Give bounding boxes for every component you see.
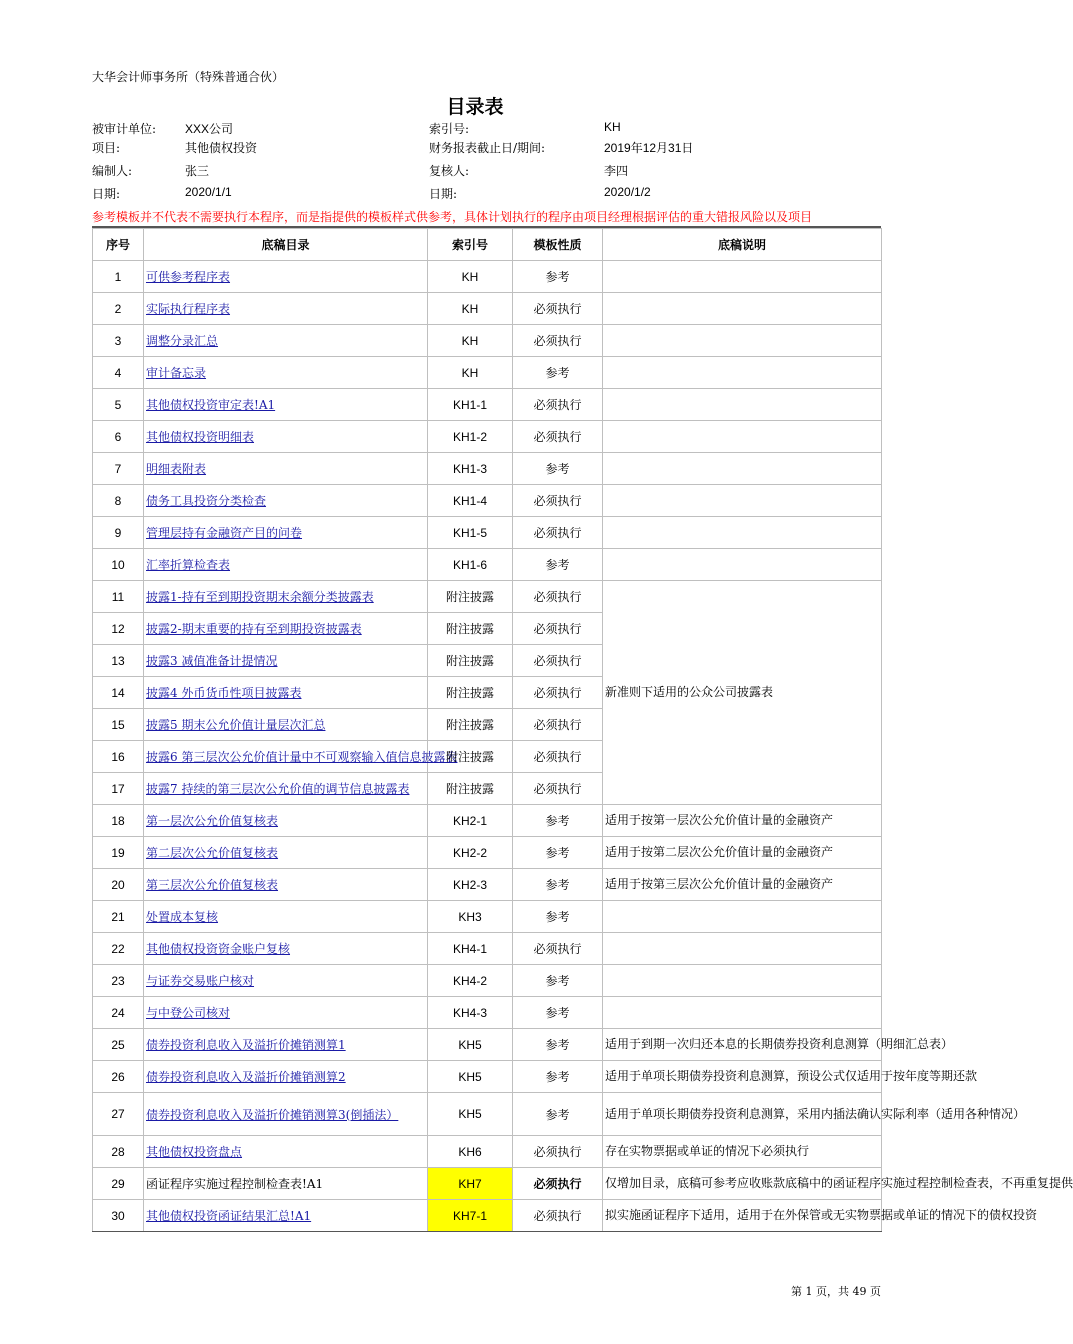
row-nature: 参考 [513, 1093, 603, 1136]
table-row [93, 1061, 882, 1093]
row-index: KH6 [428, 1136, 513, 1168]
row-index: KH4-1 [428, 933, 513, 965]
row-no: 3 [93, 325, 144, 357]
row-nature: 必须执行 [513, 517, 603, 549]
row-link[interactable]: 明细表附表 [146, 462, 207, 476]
row-nature: 参考 [513, 805, 603, 837]
row-index: KH [428, 325, 513, 357]
row-desc [603, 389, 882, 421]
preparer-value: 张三 [185, 164, 210, 178]
row-desc [603, 517, 882, 549]
row-no: 21 [93, 901, 144, 933]
row-desc: 仅增加目录，底稿可参考应收账款底稿中的函证程序实施过程控制检查表，不再重复提供 [603, 1168, 882, 1200]
row-nature: 必须执行 [513, 709, 603, 741]
row-link[interactable]: 其他债权投资函证结果汇总!A1 [146, 1209, 312, 1223]
row-no: 23 [93, 965, 144, 997]
row-desc [603, 549, 882, 581]
row-nature: 必须执行 [513, 1136, 603, 1168]
page-footer: 第 1 页，共 49 页 [791, 1285, 881, 1298]
row-index: 附注披露 [428, 709, 513, 741]
row-no: 15 [93, 709, 144, 741]
row-no: 16 [93, 741, 144, 773]
row-desc [603, 261, 882, 293]
table-row [93, 581, 882, 613]
row-index: KH1-1 [428, 389, 513, 421]
date-value: 2020/1/1 [185, 185, 232, 199]
period-value: 2019年12月31日 [604, 141, 694, 155]
row-index: 附注披露 [428, 613, 513, 645]
header-name: 底稿目录 [144, 229, 428, 261]
row-index: KH1-4 [428, 485, 513, 517]
preparer-label: 编制人: [92, 164, 133, 178]
row-nature: 参考 [513, 357, 603, 389]
table-row [93, 997, 882, 1029]
row-nature: 参考 [513, 261, 603, 293]
row-nature: 必须执行 [513, 645, 603, 677]
row-no: 24 [93, 997, 144, 1029]
table-row [93, 453, 882, 485]
row-no: 26 [93, 1061, 144, 1093]
row-index: 附注披露 [428, 581, 513, 613]
row-index: 附注披露 [428, 645, 513, 677]
row-index: KH1-5 [428, 517, 513, 549]
table-row [93, 837, 882, 869]
row-link[interactable]: 第一层次公允价值复核表 [146, 814, 279, 828]
row-no: 8 [93, 485, 144, 517]
row-desc: 适用于按第三层次公允价值计量的金融资产 [603, 869, 882, 901]
firm-name: 大华会计师事务所（特殊普通合伙） [92, 70, 285, 84]
row-no: 28 [93, 1136, 144, 1168]
directory-table [92, 228, 1073, 1232]
row-nature: 参考 [513, 901, 603, 933]
row-nature: 必须执行 [513, 613, 603, 645]
row-index: KH4-2 [428, 965, 513, 997]
row-nature: 参考 [513, 1029, 603, 1061]
row-no: 22 [93, 933, 144, 965]
row-link[interactable]: 第三层次公允价值复核表 [146, 878, 279, 892]
row-link[interactable]: 披露6 第三层次公允价值计量中不可观察输入值信息披露表 [146, 750, 458, 764]
row-index: KH2-1 [428, 805, 513, 837]
row-no: 2 [93, 293, 144, 325]
row-nature: 参考 [513, 549, 603, 581]
date2-value: 2020/1/2 [604, 185, 651, 199]
table-row [93, 261, 882, 293]
table-row [93, 1168, 882, 1200]
row-index: KH4-3 [428, 997, 513, 1029]
row-nature: 必须执行 [513, 677, 603, 709]
index-value: KH [604, 120, 621, 134]
row-index: KH5 [428, 1093, 513, 1136]
date2-label: 日期: [429, 187, 458, 201]
row-no: 1 [93, 261, 144, 293]
table-row [93, 389, 882, 421]
row-text: 函证程序实施过程控制检查表!A1 [146, 1177, 324, 1191]
row-link[interactable]: 其他债权投资盘点 [146, 1145, 243, 1159]
row-no: 30 [93, 1200, 144, 1232]
row-index: KH1-6 [428, 549, 513, 581]
row-nature: 必须执行 [513, 773, 603, 805]
row-nature: 必须执行 [513, 1168, 603, 1200]
audited-label: 被审计单位: [92, 122, 157, 136]
row-index: KH3 [428, 901, 513, 933]
row-link[interactable]: 与中登公司核对 [146, 1006, 231, 1020]
row-no: 10 [93, 549, 144, 581]
row-link[interactable]: 与证券交易账户核对 [146, 974, 255, 988]
row-desc: 拟实施函证程序下适用，适用于在外保管或无实物票据或单证的情况下的债权投资 [603, 1200, 882, 1232]
table-row [93, 1136, 882, 1168]
row-index: KH7 [428, 1168, 513, 1200]
table-row [93, 293, 882, 325]
table-row [93, 869, 882, 901]
table-row [93, 1093, 882, 1136]
header-no: 序号 [93, 229, 144, 261]
row-link[interactable]: 汇率折算检查表 [146, 558, 231, 572]
row-link[interactable]: 债券投资利息收入及溢折价摊销测算1 [146, 1038, 346, 1052]
header-desc: 底稿说明 [603, 229, 882, 261]
table-row [93, 805, 882, 837]
row-no: 5 [93, 389, 144, 421]
row-desc [603, 485, 882, 517]
row-link[interactable]: 债券投资利息收入及溢折价摊销测算3(倒插法） [146, 1107, 399, 1122]
table-row [93, 901, 882, 933]
row-nature: 参考 [513, 1061, 603, 1093]
row-no: 29 [93, 1168, 144, 1200]
date-label: 日期: [92, 187, 121, 201]
row-link[interactable]: 披露4 外币货币性项目披露表 [146, 686, 302, 700]
row-nature: 必须执行 [513, 325, 603, 357]
row-index: 附注披露 [428, 741, 513, 773]
row-nature: 参考 [513, 869, 603, 901]
table-row [93, 1200, 882, 1232]
row-no: 7 [93, 453, 144, 485]
row-desc [603, 933, 882, 965]
row-desc: 适用于到期一次归还本息的长期债券投资利息测算（明细汇总表） [603, 1029, 882, 1061]
notice-text: 参考模板并不代表不需要执行本程序，而是指提供的模板样式供参考，具体计划执行的程序由项目经理根据评估的重大错报风险以及项目 [92, 210, 813, 224]
row-link[interactable]: 调整分录汇总 [146, 334, 219, 348]
row-nature: 必须执行 [513, 933, 603, 965]
row-link[interactable]: 管理层持有金融资产目的问卷 [146, 526, 303, 540]
row-desc: 适用于单项长期债券投资利息测算，预设公式仅适用于按年度等期还款 [603, 1061, 882, 1093]
period-label: 财务报表截止日/期间: [429, 141, 546, 155]
row-desc [603, 293, 882, 325]
row-link[interactable]: 其他债权投资审定表!A1 [146, 398, 276, 412]
row-desc [603, 997, 882, 1029]
row-no: 17 [93, 773, 144, 805]
row-no: 4 [93, 357, 144, 389]
row-nature: 必须执行 [513, 581, 603, 613]
row-no: 14 [93, 677, 144, 709]
row-nature: 必须执行 [513, 741, 603, 773]
row-index: 附注披露 [428, 677, 513, 709]
row-index: KH1-3 [428, 453, 513, 485]
row-link[interactable]: 可供参考程序表 [146, 270, 231, 284]
row-nature: 必须执行 [513, 1200, 603, 1232]
table-row [93, 549, 882, 581]
row-desc [603, 453, 882, 485]
row-index: KH1-2 [428, 421, 513, 453]
row-link[interactable]: 实际执行程序表 [146, 302, 231, 316]
table-row [93, 965, 882, 997]
row-link[interactable]: 第二层次公允价值复核表 [146, 846, 279, 860]
row-link[interactable]: 披露7 持续的第三层次公允价值的调节信息披露表 [146, 782, 410, 796]
row-no: 20 [93, 869, 144, 901]
table-row [93, 357, 882, 389]
row-link[interactable]: 审计备忘录 [146, 366, 207, 380]
row-link[interactable]: 披露2-期末重要的持有至到期投资披露表 [146, 622, 362, 636]
row-no: 11 [93, 581, 144, 613]
table-row [93, 485, 882, 517]
table-row [93, 1029, 882, 1061]
row-desc: 适用于按第二层次公允价值计量的金融资产 [603, 837, 882, 869]
row-nature: 参考 [513, 965, 603, 997]
row-desc: 存在实物票据或单证的情况下必须执行 [603, 1136, 882, 1168]
row-link[interactable]: 处置成本复核 [146, 910, 219, 924]
index-label: 索引号: [429, 122, 470, 136]
row-no: 19 [93, 837, 144, 869]
audited-value: XXX公司 [185, 122, 234, 136]
row-link[interactable]: 披露1-持有至到期投资期末余额分类披露表 [146, 590, 374, 604]
row-nature: 参考 [513, 837, 603, 869]
row-index: KH7-1 [428, 1200, 513, 1232]
row-nature: 参考 [513, 453, 603, 485]
row-index: KH [428, 357, 513, 389]
reviewer-label: 复核人: [429, 164, 470, 178]
table-header-row [93, 229, 882, 261]
row-desc [603, 325, 882, 357]
row-no: 18 [93, 805, 144, 837]
row-index: KH5 [428, 1029, 513, 1061]
row-no: 27 [93, 1093, 144, 1136]
row-desc [603, 421, 882, 453]
project-value: 其他债权投资 [185, 141, 258, 155]
row-no: 12 [93, 613, 144, 645]
row-no: 9 [93, 517, 144, 549]
table-row [93, 421, 882, 453]
row-link[interactable]: 其他债权投资资金账户复核 [146, 942, 291, 956]
header-index: 索引号 [428, 229, 513, 261]
row-no: 6 [93, 421, 144, 453]
table-row [93, 517, 882, 549]
row-nature: 必须执行 [513, 389, 603, 421]
row-desc [603, 965, 882, 997]
row-nature: 必须执行 [513, 421, 603, 453]
table-row [93, 325, 882, 357]
table-row [93, 933, 882, 965]
reviewer-value: 李四 [604, 164, 629, 178]
row-index: KH [428, 261, 513, 293]
row-link[interactable]: 债务工具投资分类检查 [146, 494, 267, 508]
page-title: 目录表 [446, 96, 504, 118]
header-nature: 模板性质 [513, 229, 603, 261]
row-index: KH5 [428, 1061, 513, 1093]
row-link[interactable]: 披露5 期末公允价值计量层次汇总 [146, 718, 326, 732]
row-no: 25 [93, 1029, 144, 1061]
row-index: KH2-3 [428, 869, 513, 901]
row-desc: 适用于单项长期债券投资利息测算，采用内插法确认实际利率（适用各种情况） [603, 1093, 882, 1136]
row-index: KH [428, 293, 513, 325]
row-desc [603, 357, 882, 389]
row-link[interactable]: 披露3 减值准备计提情况 [146, 654, 278, 668]
row-no: 13 [93, 645, 144, 677]
row-link[interactable]: 其他债权投资明细表 [146, 430, 255, 444]
row-nature: 必须执行 [513, 293, 603, 325]
row-index: 附注披露 [428, 773, 513, 805]
row-link[interactable]: 债券投资利息收入及溢折价摊销测算2 [146, 1070, 346, 1084]
row-nature: 必须执行 [513, 485, 603, 517]
row-desc [603, 901, 882, 933]
row-nature: 参考 [513, 997, 603, 1029]
row-desc: 适用于按第一层次公允价值计量的金融资产 [603, 805, 882, 837]
row-index: KH2-2 [428, 837, 513, 869]
merged-desc: 新准则下适用的公众公司披露表 [603, 581, 882, 805]
project-label: 项目: [92, 141, 121, 155]
